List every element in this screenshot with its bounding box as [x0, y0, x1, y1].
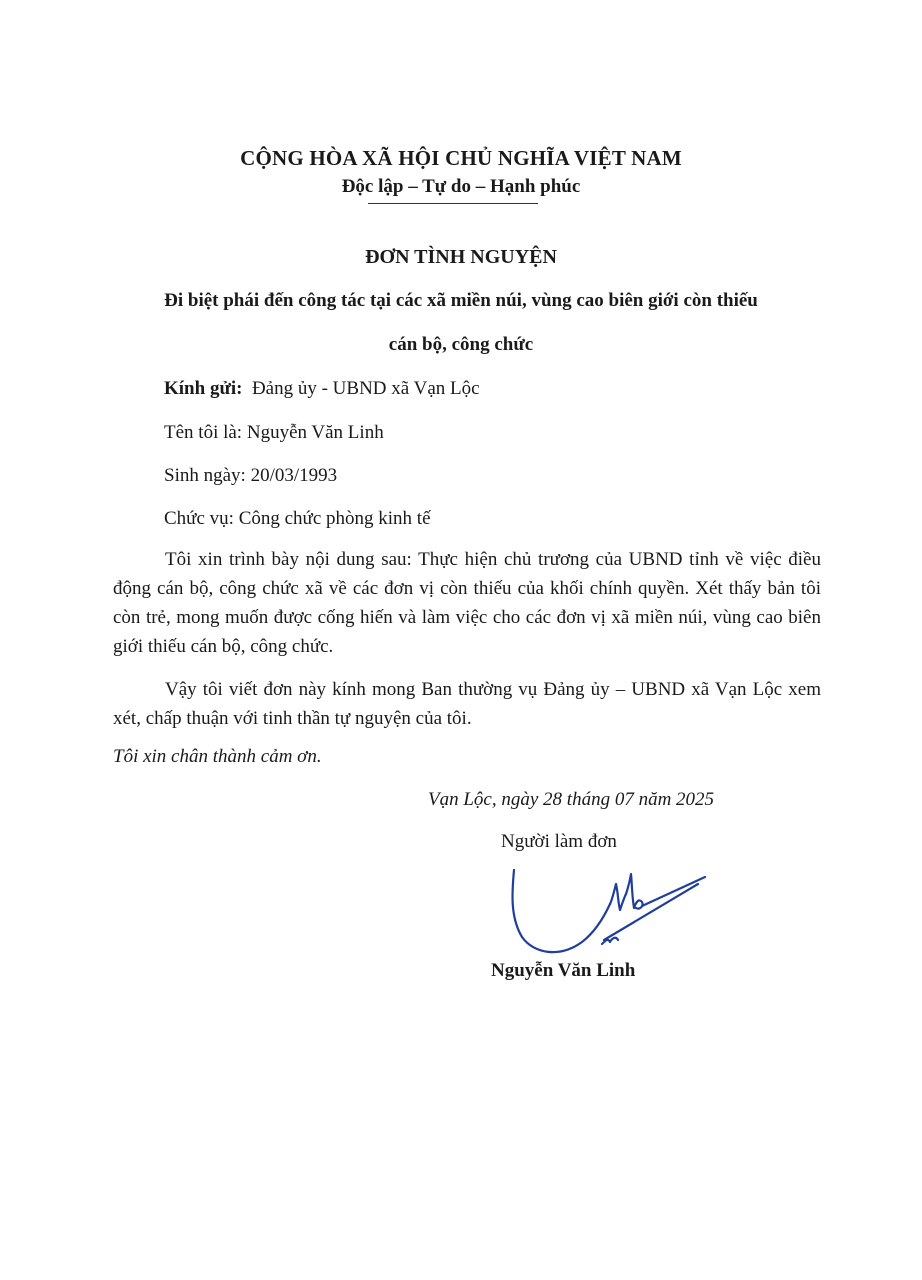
- motto-underline: [368, 203, 538, 204]
- recipient-value: Đảng ủy - UBND xã Vạn Lộc: [251, 378, 480, 399]
- position-label: Chức vụ:: [164, 508, 234, 529]
- name-value: Nguyễn Văn Linh: [246, 422, 384, 443]
- dob-label: Sinh ngày:: [164, 465, 246, 486]
- document-title: ĐƠN TÌNH NGUYỆN: [365, 246, 557, 268]
- place-date: Vạn Lộc, ngày 28 tháng 07 năm 2025: [428, 789, 715, 810]
- handwritten-signature: [500, 862, 715, 962]
- position-value: Công chức phòng kinh tế: [238, 508, 431, 529]
- position-field: [164, 508, 431, 530]
- dob-value: 20/03/1993: [250, 465, 338, 486]
- body-paragraph-2: Vậy tôi viết đơn này kính mong Ban thường vụ Đảng ủy – UBND xã Vạn Lộc xem xét, chấp thuận với tinh thần tự nguyện của tôi.: [113, 679, 821, 729]
- name-label: Tên tôi là:: [164, 422, 243, 443]
- country-heading: CỘNG HÒA XÃ HỘI CHỦ NGHĨA VIỆT NAM: [240, 146, 682, 170]
- signer-name: Nguyễn Văn Linh: [491, 960, 636, 981]
- document-subtitle-line1: Đi biệt phái đến công tác tại các xã miền núi, vùng cao biên giới còn thiếu: [164, 290, 758, 311]
- closing-thanks: Tôi xin chân thành cảm ơn.: [113, 746, 322, 767]
- applicant-label: Người làm đơn: [501, 831, 617, 852]
- recipient-label: Kính gửi:: [164, 378, 243, 399]
- dob-field: [164, 465, 337, 487]
- body-paragraph-1: Tôi xin trình bày nội dung sau: Thực hiện chủ trương của UBND tỉnh về việc điều động cán bộ, công chức xã về các đơn vị còn thiếu của khối chính quyền. Xét thấy bản tôi còn trẻ, mong muốn được cống hiến và làm việc cho các đơn vị xã miền núi, vùng cao biên giới thiếu cán bộ, công chức.: [113, 549, 821, 657]
- document-subtitle-line2: cán bộ, công chức: [388, 334, 534, 355]
- recipient-field: [164, 378, 480, 400]
- name-field: [164, 422, 384, 444]
- national-motto: Độc lập – Tự do – Hạnh phúc: [341, 176, 581, 197]
- signature-strokes: [512, 870, 705, 952]
